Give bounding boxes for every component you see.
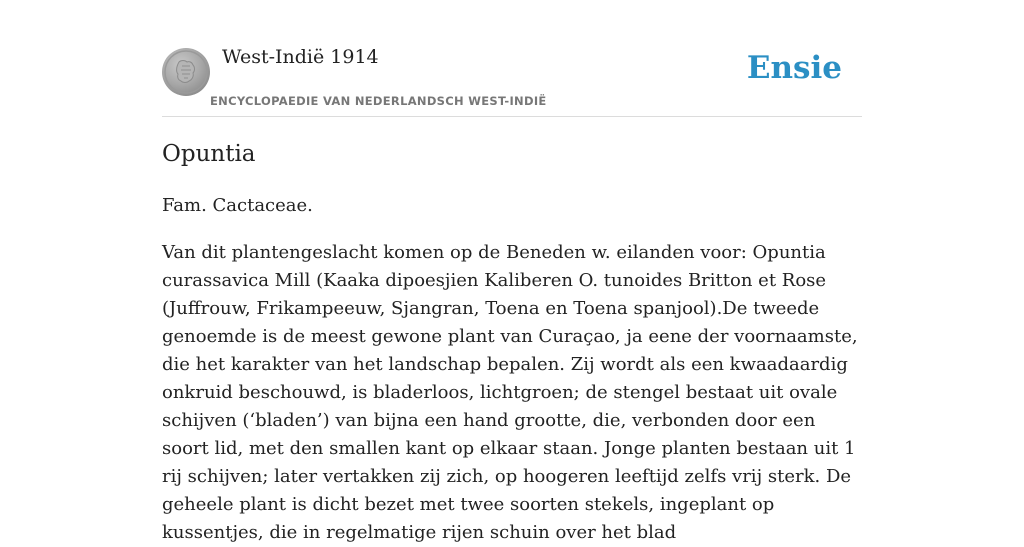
- article-body: Van dit plantengeslacht komen op de Beneden w. eilanden voor: Opuntia curassavica Mill (Kaaka dipoesjien Kaliberen O. tunoides Britton et Rose (Juffrouw, Frikampeeuw, Sjangran, Toena en Toena spanjool).De tweede genoemde is de meest gewone plant van Curaçao, ja eene der voornaamste, die het karakter van het landschap bepalen. Zij wordt als een kwaadaardig onkruid beschouwd, is bladerloos, lichtgroen; de stengel bestaat uit ovale schijven (‘bladen’) van bijna een hand grootte, die, verbonden door een soort lid, met den smallen kant op elkaar staan. Jonge planten bestaan uit 1 rij schijven; later vertakken zij zich, op hoogeren leeftijd zelfs vrij sterk. De geheele plant is dicht bezet met twee soorten stekels, ingeplant op kussentjes, die in regelmatige rijen schuin over het blad: [162, 242, 858, 543]
- article-family: Fam. Cactaceae.: [162, 195, 313, 216]
- brand-logo[interactable]: Ensie: [746, 50, 842, 86]
- source-subtitle: ENCYCLOPAEDIE VAN NEDERLANDSCH WEST-INDIË: [210, 94, 547, 108]
- source-header: [162, 40, 862, 117]
- coin-seal-icon[interactable]: [162, 48, 210, 96]
- article: [162, 138, 862, 547]
- article-title: Opuntia: [162, 141, 256, 167]
- source-title[interactable]: West-Indië 1914: [222, 46, 379, 68]
